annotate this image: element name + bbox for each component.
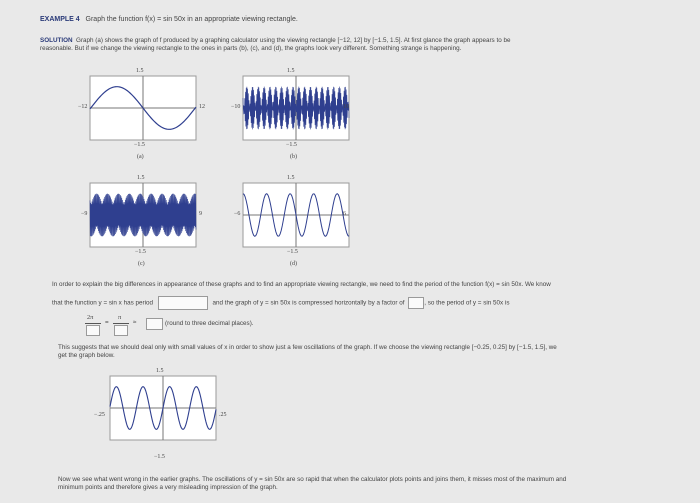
frac1-denominator-field[interactable] — [86, 325, 100, 336]
graph-d-ymax: 1.5 — [287, 175, 295, 181]
graph-b-ymax: 1.5 — [287, 68, 295, 74]
suggest-line-2: get the graph below. — [58, 352, 115, 359]
graph-c-curve — [90, 194, 196, 237]
graph-b-ymin: −1.5 — [286, 142, 297, 148]
graph-d-xmin: −6 — [234, 211, 241, 217]
graph-a-caption: (a) — [137, 154, 144, 160]
decimal-answer-field[interactable] — [146, 318, 163, 330]
graph-c — [78, 175, 208, 271]
graph-e-svg — [86, 368, 236, 464]
closing-line-1: Now we see what went wrong in the earlier graphs. The oscillations of y = sin 50x are so rapid that when the calculator plots points and joins them, it misses most of the maximum and — [58, 476, 567, 483]
graph-c-xmax: 9 — [199, 211, 202, 217]
graph-c-svg — [78, 175, 208, 271]
graph-a-svg — [78, 68, 208, 164]
graph-d — [231, 175, 361, 271]
approx-sign: ≈ — [133, 319, 137, 326]
frac2-numerator: π — [118, 314, 122, 321]
period-answer-field[interactable] — [158, 296, 208, 310]
explain-text-2a: that the function y = sin x has period — [52, 299, 153, 307]
frac2-bar — [113, 323, 129, 324]
factor-answer-field[interactable] — [408, 297, 424, 309]
graph-b-xmin: −10 — [231, 104, 241, 110]
graph-d-ymin: −1.5 — [287, 249, 298, 255]
graph-a — [78, 68, 208, 164]
explain-line-2 — [52, 296, 509, 310]
graph-c-caption: (c) — [138, 261, 145, 267]
explain-line-1: In order to explain the big differences in appearance of these graphs and to find an appropriate viewing rectangle, we need to find the period of the function f(x) = sin 50x. We know — [52, 281, 551, 288]
graph-a-xmin: −12 — [78, 104, 88, 110]
frac2-denominator-field[interactable] — [114, 325, 128, 336]
graph-d-caption: (d) — [290, 261, 297, 267]
example-heading — [40, 16, 298, 24]
graph-d-svg — [231, 175, 361, 271]
closing-line-2: minimum points and therefore gives a very misleading impression of the graph. — [58, 484, 278, 491]
graph-a-ymin: −1.5 — [134, 142, 145, 148]
solution-label: SOLUTION — [40, 37, 73, 44]
graph-b-xmax: 10 — [343, 104, 349, 110]
graph-e-xmin: −.25 — [94, 412, 105, 418]
graph-e-xmax: .25 — [219, 412, 227, 418]
graph-a-ymax: 1.5 — [136, 68, 144, 74]
explain-text-2b: and the graph of y = sin 50x is compressed horizontally by a factor of — [212, 299, 405, 307]
round-note: (round to three decimal places). — [165, 320, 254, 327]
graph-a-xmax: 12 — [199, 104, 205, 110]
example-label: EXAMPLE 4 — [40, 16, 80, 23]
solution-text-1: Graph (a) shows the graph of f produced by a graphing calculator using the viewing rectangle [−12, 12] by [−1.5, 1.5]. At first glance the graph appears to be — [76, 37, 511, 44]
frac1-bar — [85, 323, 101, 324]
graph-c-xmin: −9 — [81, 211, 88, 217]
example-prompt: Graph the function f(x) = sin 50x in an appropriate viewing rectangle. — [85, 16, 298, 23]
graph-e — [86, 368, 236, 464]
suggest-line-1: This suggests that we should deal only with small values of x in order to show just a few oscillations of the graph. If we choose the viewing rectangle [−0.25, 0.25] by [−1.5, 1.5], we — [58, 344, 557, 351]
graph-b-caption: (b) — [290, 154, 297, 160]
solution-line-2: reasonable. But if we change the viewing rectangle to the ones in parts (b), (c), and (d), the graphs look very different. Something strange is happening. — [40, 45, 462, 52]
graph-c-ymax: 1.5 — [137, 175, 145, 181]
graph-b-svg — [231, 68, 361, 164]
graph-e-ymax: 1.5 — [156, 368, 164, 374]
graph-c-ymin: −1.5 — [135, 249, 146, 255]
solution-line-1 — [40, 37, 510, 45]
graph-e-ymin: −1.5 — [154, 454, 165, 460]
frac1-numerator: 2π — [87, 314, 94, 321]
graph-b — [231, 68, 361, 164]
graph-d-xmax: 6 — [343, 211, 346, 217]
explain-text-2c: , so the period of y = sin 50x is — [424, 299, 510, 307]
equals-sign: = — [105, 319, 109, 326]
